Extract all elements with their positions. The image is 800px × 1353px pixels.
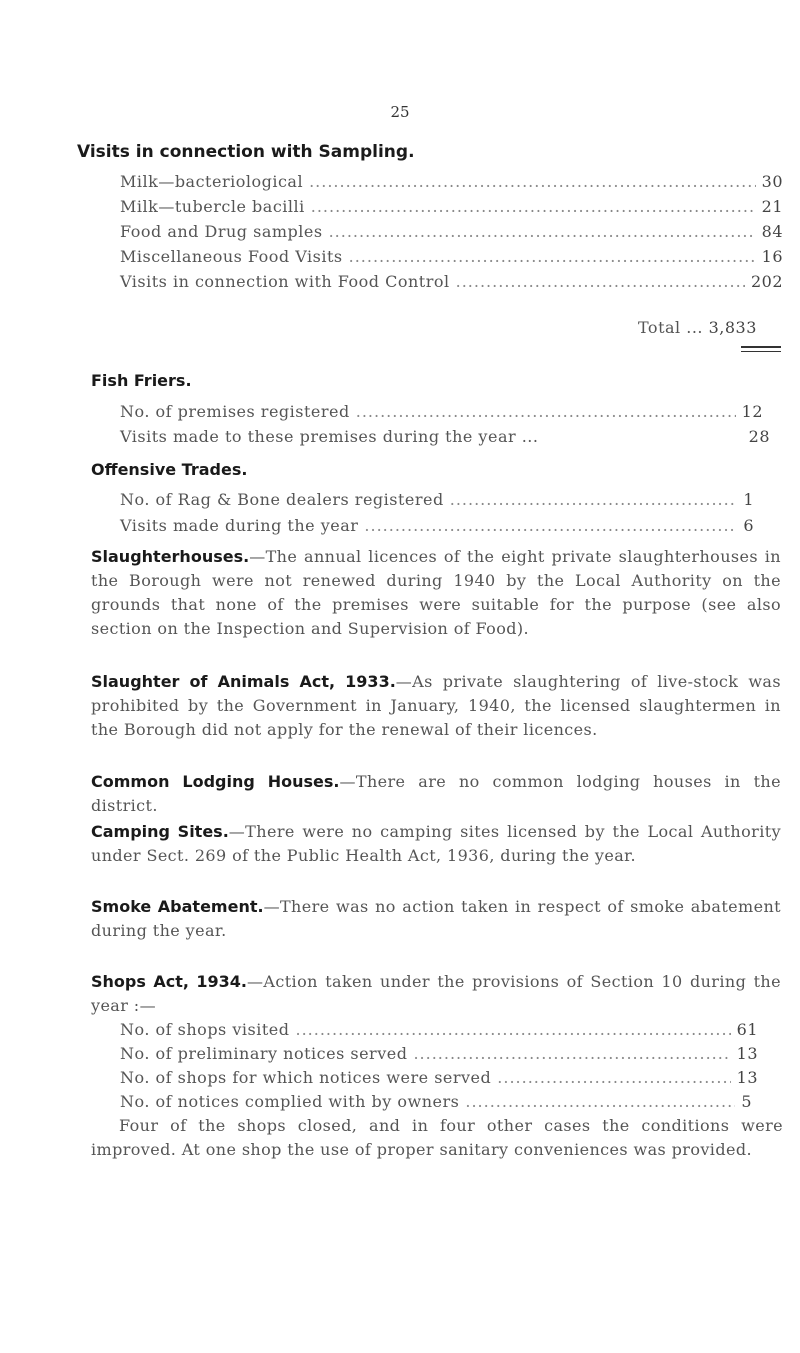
leader-dots (465, 1092, 735, 1111)
shops-paragraph (91, 970, 781, 1018)
fish-friers-row (120, 402, 763, 421)
sampling-row (120, 247, 783, 266)
slaughter-act-lead: Slaughter of Animals Act, 1933. (91, 672, 396, 691)
row-value: 21 (761, 197, 783, 216)
row-value: 13 (736, 1044, 758, 1063)
leader-dots (364, 516, 737, 535)
leader-dots (329, 222, 756, 241)
total-value: 3,833 (708, 318, 757, 337)
row-label: Milk—bacteriological (120, 172, 304, 191)
row-label: No. of shops visited (120, 1020, 290, 1039)
row-label: No. of notices complied with by owners (120, 1092, 460, 1111)
row-value: 61 (736, 1020, 758, 1039)
sampling-total (638, 318, 757, 337)
shops-lead: Shops Act, 1934. (91, 972, 248, 991)
row-label: Visits made during the year (120, 516, 359, 535)
offensive-trades-row (120, 490, 754, 509)
row-value: 84 (761, 222, 783, 241)
total-label: Total ... (638, 318, 703, 337)
row-value: 28 (748, 427, 770, 446)
leader-dots (309, 172, 756, 191)
total-double-rule (741, 346, 781, 352)
row-value: 202 (750, 272, 783, 291)
leader-dots (356, 402, 736, 421)
row-value: 12 (741, 402, 763, 421)
row-value: 1 (743, 490, 754, 509)
leader-dots (456, 272, 745, 291)
shops-row (120, 1068, 758, 1087)
row-label: No. of shops for which notices were served (120, 1068, 492, 1087)
leader-dots (295, 1020, 730, 1039)
row-label: Visits in connection with Food Control (120, 272, 450, 291)
slaughterhouses-paragraph (91, 545, 781, 641)
lodging-text: —There are no common lodging houses in the district. (91, 772, 781, 815)
camping-paragraph (91, 820, 781, 868)
row-label: No. of premises registered (120, 402, 350, 421)
sampling-heading: Visits in connection with Sampling. (77, 142, 415, 162)
offensive-trades-heading: Offensive Trades. (91, 460, 248, 479)
row-label: No. of preliminary notices served (120, 1044, 408, 1063)
slaughterhouses-text: —The annual licences of the eight private slaughterhouses in the Borough were not renewed during 1940 by the Local Authority on the grounds that none of the premises were suitable for the purpose (see also section on the Inspection and Supervision of Food). (91, 547, 781, 638)
sampling-row (120, 172, 783, 191)
slaughter-act-paragraph (91, 670, 781, 742)
row-label: Miscellaneous Food Visits (120, 247, 343, 266)
row-label: Food and Drug samples (120, 222, 323, 241)
smoke-text: —There was no action taken in respect of smoke abatement during the year. (91, 897, 781, 940)
shops-row (120, 1020, 758, 1039)
row-label: Milk—tubercle bacilli (120, 197, 305, 216)
shops-text: —Action taken under the provisions of Section 10 during the year :— (91, 972, 781, 1015)
lodging-lead: Common Lodging Houses. (91, 772, 340, 791)
leader-dots (497, 1068, 730, 1087)
lodging-paragraph (91, 770, 781, 818)
leader-dots (349, 247, 756, 266)
row-value: 5 (741, 1092, 752, 1111)
shops-row (120, 1092, 752, 1111)
leader-dots (450, 490, 738, 509)
leader-dots (311, 197, 756, 216)
smoke-paragraph (91, 895, 781, 943)
shops-closing-paragraph: Four of the shops closed, and in four other cases the conditions were improved. At one shop the use of proper sanitary conveniences was provided. (91, 1116, 783, 1159)
offensive-trades-row (120, 516, 754, 535)
camping-text: —There were no camping sites licensed by the Local Authority under Sect. 269 of the Public Health Act, 1936, during the year. (91, 822, 782, 865)
smoke-lead: Smoke Abatement. (91, 897, 264, 916)
fish-friers-row (120, 427, 770, 446)
fish-friers-heading: Fish Friers. (91, 371, 192, 390)
leader-dots (413, 1044, 730, 1063)
row-label: No. of Rag & Bone dealers registered (120, 490, 444, 509)
sampling-row (120, 197, 783, 216)
row-label: Visits made to these premises during the year ... (120, 427, 539, 446)
sampling-row (120, 222, 783, 241)
row-value: 16 (761, 247, 783, 266)
page-number: 25 (390, 103, 410, 121)
row-value: 6 (743, 516, 754, 535)
slaughterhouses-lead: Slaughterhouses. (91, 547, 250, 566)
row-value: 13 (736, 1068, 758, 1087)
sampling-row (120, 272, 783, 291)
slaughter-act-text: —As private slaughtering of live-stock was prohibited by the Government in January, 1940, the licensed slaughtermen in the Borough did not apply for the renewal of their licences. (91, 672, 781, 739)
row-value: 30 (761, 172, 783, 191)
shops-row (120, 1044, 758, 1063)
camping-lead: Camping Sites. (91, 822, 229, 841)
